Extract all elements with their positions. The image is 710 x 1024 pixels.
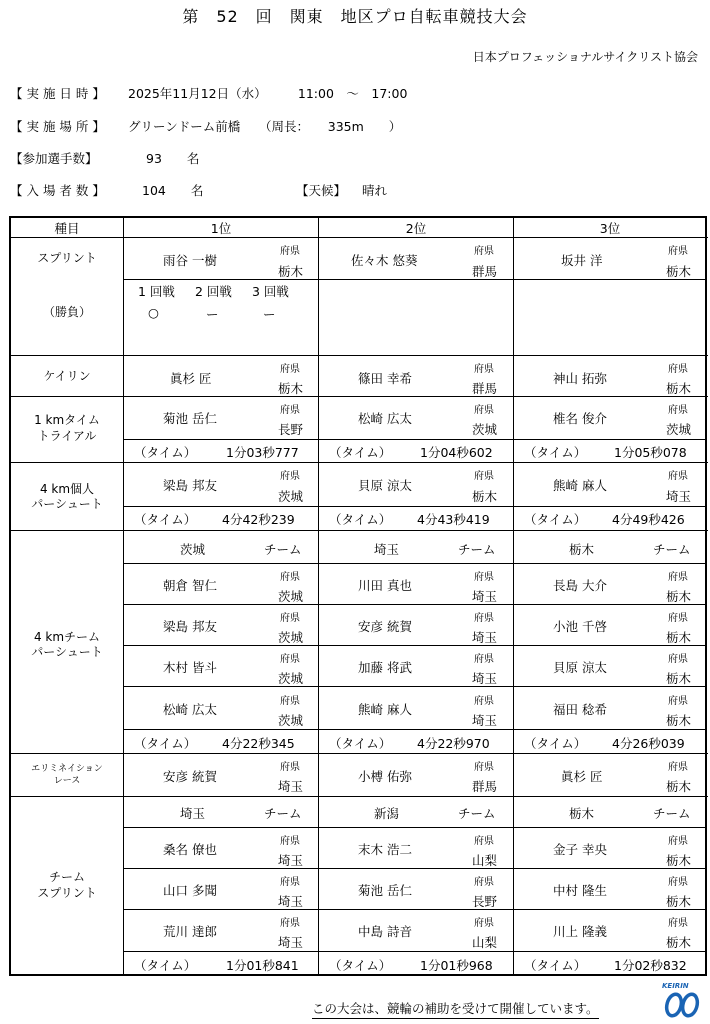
cell-separator	[123, 279, 707, 280]
tt-second-time: 1分04秒602	[420, 445, 493, 460]
riders-label: 【参加選手数】	[10, 151, 98, 166]
ts-first-time: 1分01秒841	[226, 958, 299, 973]
ts-first-member-2-pref: 埼玉	[278, 894, 304, 909]
cell-separator	[123, 645, 707, 646]
weather-value: 晴れ	[362, 183, 388, 198]
cell-separator	[123, 506, 707, 507]
tp-first-member-2: 梁島 邦友	[163, 619, 217, 634]
tp-first-team: 茨城	[180, 542, 206, 557]
pref-label: 府県	[668, 654, 688, 665]
tp-second-member-1-pref: 埼玉	[472, 589, 498, 604]
sprint-first-name: 雨谷 一樹	[163, 253, 217, 268]
time-label: （タイム）	[134, 958, 197, 973]
ts-third-member-3: 川上 隆義	[553, 924, 607, 939]
tt-third-pref: 茨城	[666, 422, 692, 437]
header-second: 2位	[405, 221, 427, 236]
pref-label: 府県	[474, 613, 494, 624]
visitors-value: 104 名	[142, 183, 204, 198]
event-keirin: ケイリン	[43, 369, 91, 383]
ts-third-member-3-pref: 栃木	[666, 935, 692, 950]
sprint-second-name: 佐々木 悠葵	[351, 253, 418, 268]
ip-second-time: 4分43秒419	[417, 512, 490, 527]
sprint-round-2: 2 回戦	[195, 284, 232, 299]
cell-separator	[123, 909, 707, 910]
column-divider	[513, 217, 514, 975]
header-event: 種目	[54, 221, 80, 236]
cell-separator	[123, 827, 707, 828]
tp-third-member-2-pref: 栃木	[666, 630, 692, 645]
ip-third-pref: 埼玉	[666, 489, 692, 504]
tp-second-member-4: 熊崎 麻人	[358, 702, 412, 717]
event-sprint-sub: （勝負）	[42, 305, 91, 319]
time-label: （タイム）	[524, 958, 587, 973]
ts-third-member-1-pref: 栃木	[666, 853, 692, 868]
elim-first-pref: 埼玉	[278, 779, 304, 794]
keirin-first-name: 眞杉 匠	[170, 371, 212, 386]
tp-second-member-2: 安彦 統賀	[358, 619, 412, 634]
pref-label: 府県	[280, 654, 300, 665]
tp-third-member-4-pref: 栃木	[666, 713, 692, 728]
ts-third-member-1: 金子 幸央	[553, 842, 607, 857]
event-team-sprint-l2: スプリント	[37, 886, 97, 900]
sprint-result-3: ー	[263, 307, 276, 322]
header-third: 3位	[599, 221, 621, 236]
pref-label: 府県	[668, 572, 688, 583]
sprint-second-pref: 群馬	[472, 264, 498, 279]
riders-value: 93 名	[146, 151, 200, 166]
visitors-label: 【 入 場 者 数 】	[10, 183, 105, 198]
time-label: （タイム）	[524, 512, 587, 527]
pref-label: 府県	[474, 654, 494, 665]
ts-third-time: 1分02秒832	[614, 958, 687, 973]
pref-label: 府県	[474, 762, 494, 773]
ts-third-member-2-pref: 栃木	[666, 894, 692, 909]
ts-second-time: 1分01秒968	[420, 958, 493, 973]
time-label: （タイム）	[329, 958, 392, 973]
row-separator	[9, 530, 708, 531]
team-label: チーム	[458, 542, 496, 557]
organizer: 日本プロフェッショナルサイクリスト協会	[472, 50, 698, 64]
pref-label: 府県	[668, 471, 688, 482]
elim-second-name: 小榑 佑弥	[358, 769, 412, 784]
elim-first-name: 安彦 統賀	[163, 769, 217, 784]
sprint-result-2: ー	[206, 307, 219, 322]
keirin-first-pref: 栃木	[278, 381, 304, 396]
pref-label: 府県	[668, 877, 688, 888]
event-time-trial-l1: 1 kmタイム	[34, 413, 100, 427]
team-label: チーム	[653, 806, 691, 821]
keirin-logo-text: KEIRIN	[662, 982, 689, 990]
tp-first-member-1-pref: 茨城	[278, 589, 304, 604]
ts-second-member-2-pref: 長野	[472, 894, 498, 909]
elim-second-pref: 群馬	[472, 779, 498, 794]
ts-first-member-1: 桑名 僚也	[163, 842, 217, 857]
sprint-round-1: 1 回戦	[138, 284, 175, 299]
pref-label: 府県	[668, 918, 688, 929]
ip-first-pref: 茨城	[278, 489, 304, 504]
tp-third-member-4: 福田 稔希	[553, 702, 607, 717]
ts-second-member-3: 中島 詩音	[358, 924, 412, 939]
pref-label: 府県	[474, 572, 494, 583]
cell-separator	[123, 686, 707, 687]
time-label: （タイム）	[329, 512, 392, 527]
venue-label: 【 実 施 場 所 】	[10, 119, 105, 134]
pref-label: 府県	[280, 471, 300, 482]
pref-label: 府県	[280, 613, 300, 624]
tt-first-time: 1分03秒777	[226, 445, 299, 460]
row-separator	[9, 355, 708, 356]
pref-label: 府県	[280, 405, 300, 416]
pref-label: 府県	[280, 696, 300, 707]
time-label: （タイム）	[134, 736, 197, 751]
cell-separator	[123, 439, 707, 440]
keirin-second-name: 篠田 幸希	[358, 371, 412, 386]
keirin-third-pref: 栃木	[666, 381, 692, 396]
pref-label: 府県	[280, 572, 300, 583]
time-label: （タイム）	[524, 736, 587, 751]
sprint-third-name: 坂井 洋	[561, 253, 603, 268]
elim-third-name: 眞杉 匠	[561, 769, 603, 784]
datetime-label: 【 実 施 日 時 】	[10, 86, 105, 101]
time-label: （タイム）	[329, 736, 392, 751]
pref-label: 府県	[668, 405, 688, 416]
event-time-trial-l2: トライアル	[37, 429, 97, 443]
keirin-second-pref: 群馬	[472, 381, 498, 396]
ts-first-member-3: 荒川 達郎	[163, 924, 217, 939]
pref-label: 府県	[668, 762, 688, 773]
event-team-sprint-l1: チーム	[48, 870, 85, 884]
ip-third-time: 4分49秒426	[612, 512, 685, 527]
tp-second-member-1: 川田 真也	[358, 578, 412, 593]
header-separator	[9, 237, 708, 238]
ts-second-member-2: 菊池 岳仁	[358, 883, 412, 898]
ts-first-team: 埼玉	[180, 806, 206, 821]
page-title: 第 52 回 関東 地区プロ自転車競技大会	[182, 7, 528, 26]
pref-label: 府県	[474, 696, 494, 707]
column-divider	[123, 217, 124, 975]
pref-label: 府県	[474, 836, 494, 847]
tp-third-time: 4分26秒039	[612, 736, 685, 751]
cell-separator	[123, 563, 707, 564]
ip-first-name: 梁島 邦友	[163, 478, 217, 493]
cell-separator	[123, 604, 707, 605]
tp-first-member-4: 松崎 広太	[163, 702, 217, 717]
event-ind-pursuit-l2: パーシュート	[31, 497, 103, 511]
ts-third-member-2: 中村 隆生	[553, 883, 607, 898]
ts-second-team: 新潟	[374, 806, 400, 821]
pref-label: 府県	[280, 836, 300, 847]
footer-note: この大会は、競輪の補助を受けて開催しています。	[312, 999, 599, 1019]
ts-second-member-1: 末木 浩二	[358, 842, 412, 857]
ts-second-member-1-pref: 山梨	[472, 853, 498, 868]
ts-first-member-2: 山口 多聞	[163, 883, 217, 898]
tt-third-name: 椎名 俊介	[553, 411, 607, 426]
elim-third-pref: 栃木	[666, 779, 692, 794]
ip-third-name: 熊崎 麻人	[553, 478, 607, 493]
pref-label: 府県	[668, 364, 688, 375]
sprint-third-pref: 栃木	[666, 264, 692, 279]
tt-second-name: 松崎 広太	[358, 411, 412, 426]
tp-first-member-3-pref: 茨城	[278, 671, 304, 686]
pref-label: 府県	[474, 364, 494, 375]
row-separator	[9, 753, 708, 754]
pref-label: 府県	[280, 246, 300, 257]
tp-third-member-3: 貝原 涼太	[553, 660, 607, 675]
ip-second-pref: 栃木	[472, 489, 498, 504]
venue-value: グリーンドーム前橋 （周長： 335m ）	[128, 119, 402, 134]
pref-label: 府県	[280, 918, 300, 929]
cell-separator	[123, 729, 707, 730]
tt-third-time: 1分05秒078	[614, 445, 687, 460]
tp-second-member-4-pref: 埼玉	[472, 713, 498, 728]
ts-second-member-3-pref: 山梨	[472, 935, 498, 950]
tt-second-pref: 茨城	[472, 422, 498, 437]
tp-third-member-2: 小池 千啓	[553, 619, 607, 634]
tp-first-member-2-pref: 茨城	[278, 630, 304, 645]
row-separator	[9, 462, 708, 463]
tp-first-member-4-pref: 茨城	[278, 713, 304, 728]
pref-label: 府県	[280, 877, 300, 888]
event-team-pursuit-l1: 4 kmチーム	[33, 630, 101, 644]
pref-label: 府県	[474, 918, 494, 929]
team-label: チーム	[458, 806, 496, 821]
event-ind-pursuit-l1: 4 km個人	[39, 482, 95, 496]
header-first: 1位	[210, 221, 232, 236]
ip-second-name: 貝原 涼太	[358, 478, 412, 493]
time-label: （タイム）	[524, 445, 587, 460]
tp-third-member-1-pref: 栃木	[666, 589, 692, 604]
column-divider	[318, 217, 319, 975]
tp-first-member-1: 朝倉 智仁	[163, 578, 217, 593]
ts-third-team: 栃木	[569, 806, 595, 821]
tp-second-member-2-pref: 埼玉	[472, 630, 498, 645]
tp-third-member-3-pref: 栃木	[666, 671, 692, 686]
sprint-round-3: 3 回戦	[252, 284, 289, 299]
row-separator	[9, 396, 708, 397]
pref-label: 府県	[474, 471, 494, 482]
team-label: チーム	[264, 806, 302, 821]
ts-first-member-1-pref: 埼玉	[278, 853, 304, 868]
pref-label: 府県	[474, 877, 494, 888]
tp-third-team: 栃木	[569, 542, 595, 557]
event-sprint: スプリント	[37, 251, 97, 265]
pref-label: 府県	[280, 364, 300, 375]
tp-second-time: 4分22秒970	[417, 736, 490, 751]
cell-separator	[123, 951, 707, 952]
ts-first-member-3-pref: 埼玉	[278, 935, 304, 950]
weather-label: 【天候】	[296, 183, 347, 198]
pref-label: 府県	[668, 696, 688, 707]
event-elimination-l2: レース	[53, 776, 81, 786]
team-label: チーム	[653, 542, 691, 557]
row-separator	[9, 796, 708, 797]
time-label: （タイム）	[134, 445, 197, 460]
pref-label: 府県	[280, 762, 300, 773]
pref-label: 府県	[668, 246, 688, 257]
tt-first-name: 菊池 岳仁	[163, 411, 217, 426]
pref-label: 府県	[668, 613, 688, 624]
results-table	[9, 216, 707, 976]
keirin-logo	[660, 980, 704, 1020]
tp-second-member-3-pref: 埼玉	[472, 671, 498, 686]
tp-third-member-1: 長島 大介	[553, 578, 607, 593]
tt-first-pref: 長野	[278, 422, 304, 437]
time-label: （タイム）	[329, 445, 392, 460]
pref-label: 府県	[474, 246, 494, 257]
tp-first-member-3: 木村 皆斗	[163, 660, 217, 675]
event-elimination-l1: エリミネイション	[31, 764, 103, 774]
ip-first-time: 4分42秒239	[222, 512, 295, 527]
cell-separator	[123, 868, 707, 869]
time-label: （タイム）	[134, 512, 197, 527]
sprint-result-1: ○	[148, 305, 159, 320]
pref-label: 府県	[474, 405, 494, 416]
tp-first-time: 4分22秒345	[222, 736, 295, 751]
sprint-first-pref: 栃木	[278, 264, 304, 279]
pref-label: 府県	[668, 836, 688, 847]
event-team-pursuit-l2: パーシュート	[31, 645, 103, 659]
team-label: チーム	[264, 542, 302, 557]
keirin-third-name: 神山 拓弥	[553, 371, 607, 386]
datetime-value: 2025年11月12日（水） 11:00 ～ 17:00	[128, 86, 408, 101]
tp-second-team: 埼玉	[374, 542, 400, 557]
tp-second-member-3: 加藤 将武	[358, 660, 412, 675]
